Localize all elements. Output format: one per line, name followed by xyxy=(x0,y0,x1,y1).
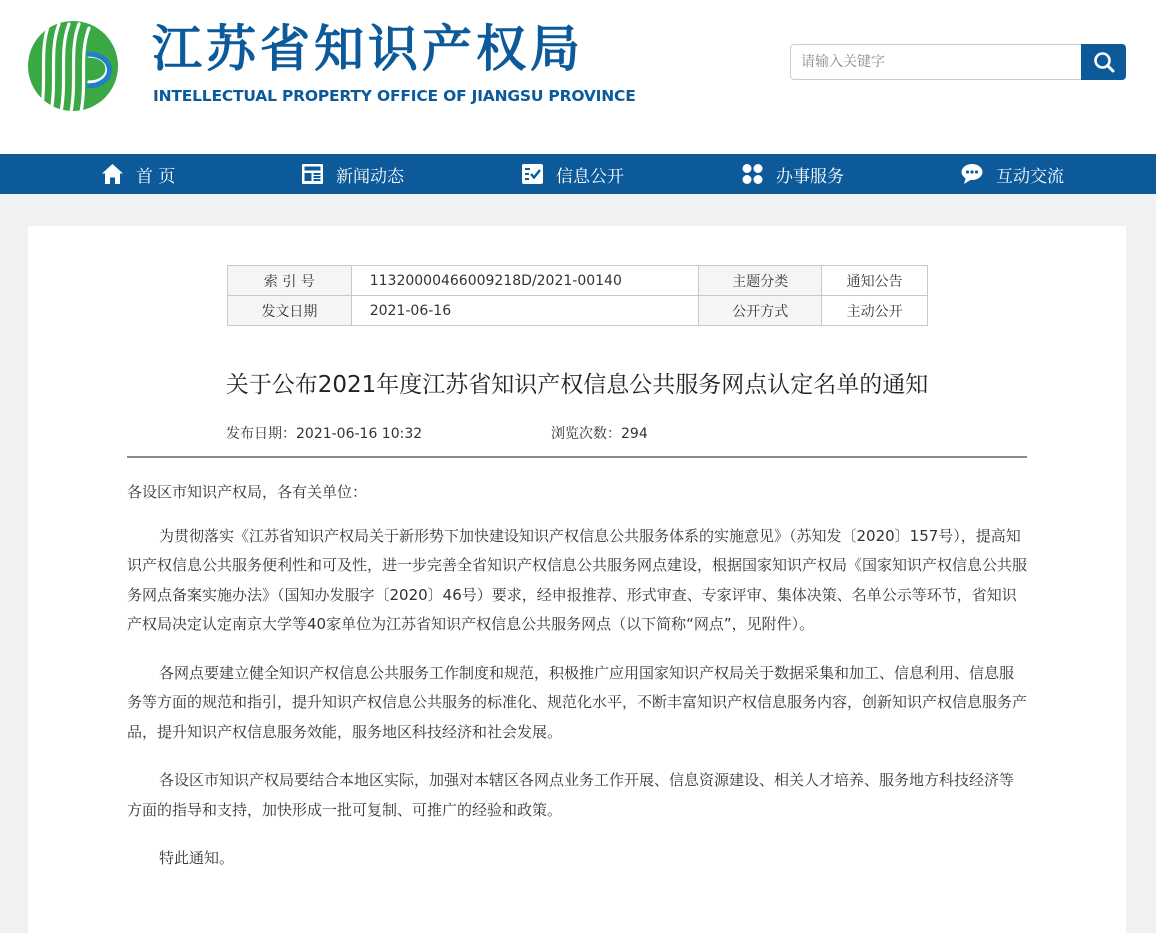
paragraph: 特此通知。 xyxy=(159,849,235,867)
view-count: 浏览次数：294 xyxy=(551,426,648,442)
category-label: 主题分类 xyxy=(699,266,822,296)
document-check-icon xyxy=(521,163,544,185)
nav-news[interactable] xyxy=(301,154,404,194)
search-button[interactable] xyxy=(1081,44,1126,80)
main-nav xyxy=(0,154,1156,194)
table-row xyxy=(228,296,928,326)
site-header xyxy=(0,0,1156,154)
index-label: 索 引 号 xyxy=(228,266,352,296)
nav-news-label: 新闻动态 xyxy=(336,166,404,187)
grid-icon xyxy=(741,163,764,185)
publish-date: 发布日期：2021-06-16 10:32 xyxy=(226,426,423,442)
category-value: 通知公告 xyxy=(822,266,928,296)
article-title: 关于公布2021年度江苏省知识产权信息公共服务网点认定名单的通知 xyxy=(225,372,929,398)
nav-interaction[interactable] xyxy=(961,154,1064,194)
document-meta-table xyxy=(227,265,928,326)
index-value: 11320000466009218D/2021-00140 xyxy=(351,266,699,296)
search-box xyxy=(790,44,1126,80)
publicity-value: 主动公开 xyxy=(822,296,928,326)
nav-services[interactable] xyxy=(741,154,844,194)
article-card xyxy=(28,226,1126,933)
date-value: 2021-06-16 xyxy=(351,296,699,326)
paragraph: 各网点要建立健全知识产权信息公共服务工作制度和规范，积极推广应用国家知识产权局关于数据采集和加工、信息利用、信息服务等方面的规范和指引，提升知识产权信息公共服务的标准化、规范化水平，不断丰富知识产权信息服务内容，创新知识产权信息服务产品，提升知识产权信息服务效能，服务地区科技经济和社会发展。 xyxy=(127,663,1028,741)
site-title-en: INTELLECTUAL PROPERTY OFFICE OF JIANGSU PROVINCE xyxy=(153,87,636,105)
title-divider xyxy=(127,456,1027,458)
nav-home-label: 首 页 xyxy=(136,166,176,187)
newspaper-icon xyxy=(301,163,324,185)
publicity-label: 公开方式 xyxy=(699,296,822,326)
nav-info[interactable] xyxy=(521,154,624,194)
nav-home[interactable] xyxy=(101,154,175,194)
search-input[interactable] xyxy=(790,44,1082,80)
article-body xyxy=(127,478,1027,874)
chat-icon xyxy=(961,163,984,185)
paragraph: 为贯彻落实《江苏省知识产权局关于新形势下加快建设知识产权信息公共服务体系的实施意见》（苏知发〔2020〕157号），提高知识产权信息公共服务便利性和可及性，进一步完善全省知识产权信息公共服务网点建设，根据国家知识产权局《国家知识产权信息公共服务网点备案实施办法》（国知办发服字〔2020〕46号）要求，经申报推荐、形式审查、专家评审、集体决策、名单公示等环节，省知识产权局决定认定南京大学等40家单位为江苏省知识产权信息公共服务网点（以下简称“网点”，见附件）。 xyxy=(127,526,1028,633)
table-row xyxy=(228,266,928,296)
site-title-cn[interactable]: 江苏省知识产权局 xyxy=(152,20,584,78)
date-label: 发文日期 xyxy=(228,296,352,326)
home-icon xyxy=(101,163,124,185)
logo-icon[interactable] xyxy=(27,20,119,112)
nav-interaction-label: 互动交流 xyxy=(996,166,1064,187)
salutation: 各设区市知识产权局，各有关单位： xyxy=(127,483,368,501)
nav-info-label: 信息公开 xyxy=(556,166,624,187)
paragraph: 各设区市知识产权局要结合本地区实际，加强对本辖区各网点业务工作开展、信息资源建设、相关人才培养、服务地方科技经济等方面的指导和支持，加快形成一批可复制、可推广的经验和政策。 xyxy=(127,771,1015,819)
search-icon xyxy=(1093,51,1115,73)
nav-services-label: 办事服务 xyxy=(776,166,844,187)
